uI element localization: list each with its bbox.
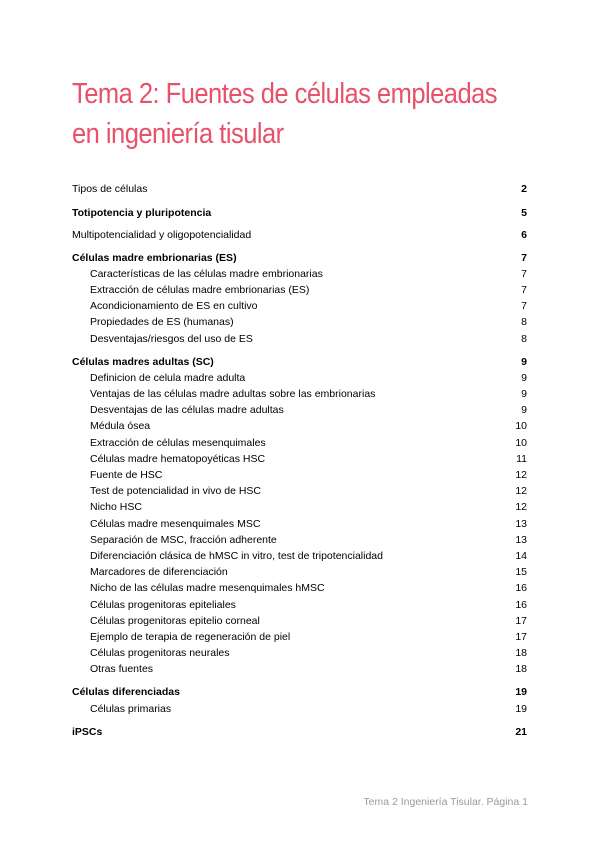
toc-entry[interactable] (72, 298, 527, 314)
toc-entry-label: Marcadores de diferenciación (90, 566, 228, 579)
toc-entry-page: 12 (515, 469, 527, 481)
toc-entry[interactable] (72, 402, 527, 418)
toc-entry[interactable] (72, 282, 527, 298)
toc-entry-page: 17 (515, 630, 527, 643)
toc-entry[interactable] (72, 386, 527, 402)
toc-entry-page: 7 (521, 300, 527, 313)
toc-entry-page: 18 (515, 647, 527, 660)
toc-entry-label: Nicho de las células madre mesenquimales hMSC (90, 582, 325, 595)
toc-entry-label: Médula ósea (90, 420, 151, 433)
toc-entry-page: 16 (515, 582, 527, 595)
toc-entry-page: 7 (521, 251, 527, 264)
toc-entry[interactable] (72, 435, 527, 451)
toc-entry[interactable] (72, 331, 527, 347)
toc-entry-page: 19 (515, 686, 527, 699)
toc-entry-page: 9 (521, 355, 527, 368)
toc-entry[interactable] (72, 354, 527, 370)
page-footer: Tema 2 Ingeniería Tisular. Página 1 (363, 796, 528, 808)
toc-entry[interactable] (72, 181, 527, 197)
toc-entry-label: Fuente de HSC (90, 469, 163, 481)
toc-entry-label: Extracción de células madre embrionarias (ES) (90, 283, 310, 296)
toc-entry-label: Células madres adultas (SC) (72, 355, 214, 368)
toc-entry-label: Células progenitoras epitelio corneal (90, 614, 260, 627)
toc-entry[interactable] (72, 548, 527, 564)
toc-entry-page: 9 (521, 371, 527, 384)
toc-entry-label: Desventajas/riesgos del uso de ES (90, 332, 253, 345)
toc-entry[interactable] (72, 205, 527, 221)
toc-entry-label: Ventajas de las células madre adultas sobre las embrionarias (90, 388, 376, 401)
toc-entry[interactable] (72, 597, 527, 613)
toc-entry-page: 13 (515, 517, 527, 530)
toc-entry-label: Células progenitoras epiteliales (90, 598, 236, 611)
toc-entry-label: Diferenciación clásica de hMSC in vitro, test de tripotencialidad (90, 549, 383, 562)
toc-entry-page: 7 (521, 267, 527, 280)
toc-entry-page: 14 (515, 549, 527, 562)
toc-entry-label: iPSCs (72, 725, 103, 738)
toc-entry-label: Desventajas de las células madre adultas (90, 404, 284, 417)
toc-entry[interactable] (72, 314, 527, 330)
toc-entry-label: Células diferenciadas (72, 686, 180, 699)
toc-entry-page: 10 (515, 436, 527, 449)
toc-entry-page: 19 (515, 702, 527, 715)
toc-entry[interactable] (72, 564, 527, 580)
toc-entry-label: Propiedades de ES (humanas) (90, 316, 234, 329)
toc-entry-page: 8 (521, 332, 527, 345)
toc-entry[interactable] (72, 684, 527, 700)
toc-entry-page: 8 (521, 316, 527, 329)
toc-entry-label: Células primarias (90, 702, 172, 715)
toc-entry-page: 6 (521, 229, 527, 242)
toc-entry-page: 12 (515, 485, 527, 498)
toc-entry[interactable] (72, 516, 527, 532)
toc-entry[interactable] (72, 370, 527, 386)
toc-entry[interactable] (72, 629, 527, 645)
toc-entry-label: Células madre embrionarias (ES) (72, 251, 237, 264)
toc-entry-label: Nicho HSC (90, 501, 142, 514)
toc-entry[interactable] (72, 701, 527, 717)
toc-entry[interactable] (72, 661, 527, 677)
toc-entry-page: 15 (515, 566, 527, 579)
toc-entry[interactable] (72, 266, 527, 282)
toc-entry-label: Definicion de celula madre adulta (90, 371, 246, 384)
toc-entry-label: Acondicionamiento de ES en cultivo (90, 300, 258, 313)
toc-entry[interactable] (72, 483, 527, 499)
toc-entry[interactable] (72, 613, 527, 629)
toc-entry-page: 10 (515, 420, 527, 433)
toc-entry-label: Separación de MSC, fracción adherente (90, 533, 277, 546)
toc-entry-label: Extracción de células mesenquimales (90, 436, 266, 449)
toc-entry-page: 5 (521, 207, 527, 220)
toc-entry-label: Ejemplo de terapia de regeneración de piel (90, 630, 291, 643)
toc-entry-label: Totipotencia y pluripotencia (72, 207, 212, 220)
toc-entry-label: Multipotencialidad y oligopotencialidad (72, 229, 252, 242)
toc-entry-page: 12 (515, 501, 527, 514)
toc-entry-label: Células madre mesenquimales MSC (90, 517, 261, 530)
toc-entry[interactable] (72, 227, 527, 243)
toc-entry-label: Células progenitoras neurales (90, 647, 230, 660)
toc-entry-label: Células madre hematopoyéticas HSC (90, 452, 266, 465)
toc-entry[interactable] (72, 499, 527, 515)
toc-entry-page: 13 (515, 533, 527, 546)
toc-entry-page: 7 (521, 283, 527, 296)
toc-entry-label: Test de potencialidad in vivo de HSC (90, 485, 262, 498)
toc-entry[interactable] (72, 467, 527, 483)
toc-entry[interactable] (72, 418, 527, 434)
toc-entry-page: 11 (516, 452, 527, 465)
toc-entry[interactable] (72, 580, 527, 596)
toc-entry[interactable] (72, 724, 527, 740)
toc-entry-page: 21 (515, 725, 527, 738)
toc-entry[interactable] (72, 645, 527, 661)
toc-entry-label: Tipos de células (72, 183, 148, 195)
toc-entry-page: 16 (515, 598, 527, 611)
toc-entry-page: 17 (515, 614, 527, 627)
table-of-contents (72, 181, 527, 740)
toc-entry-label: Características de las células madre embrionarias (90, 267, 323, 280)
toc-entry[interactable] (72, 532, 527, 548)
toc-entry-page: 2 (521, 183, 527, 195)
toc-entry[interactable] (72, 451, 527, 467)
toc-entry[interactable] (72, 250, 527, 266)
toc-entry-page: 9 (521, 388, 527, 401)
toc-entry-page: 18 (515, 663, 527, 676)
toc-entry-label: Otras fuentes (90, 663, 154, 676)
toc-entry-page: 9 (521, 404, 527, 417)
page-title: Tema 2: Fuentes de células empleadas en ingeniería tisular (72, 78, 498, 150)
